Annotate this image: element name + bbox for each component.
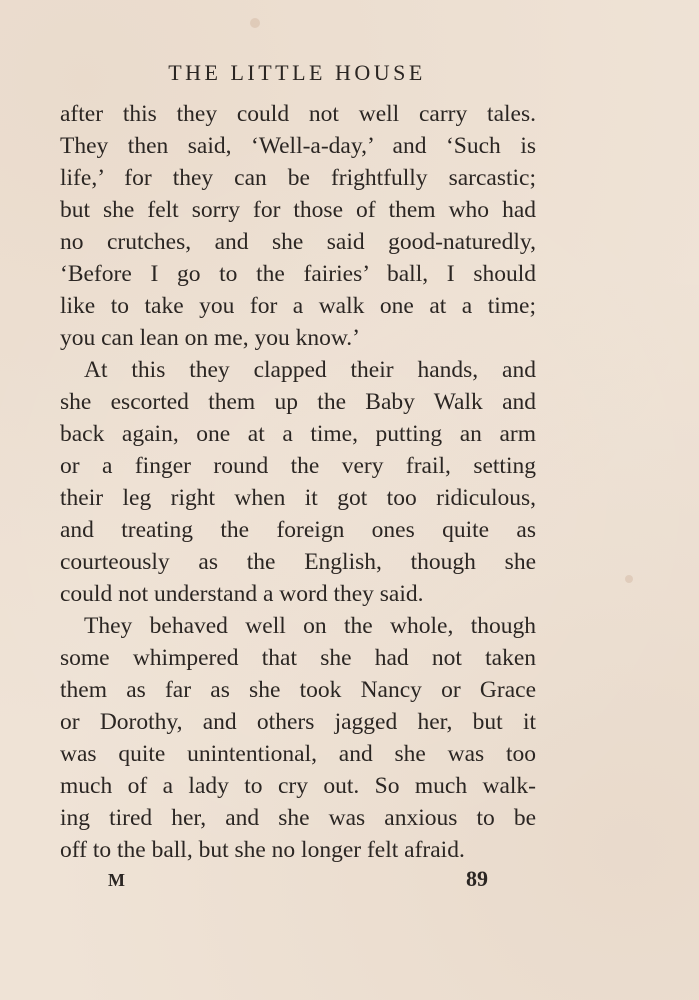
- text-line: much of a lady to cry out. So much walk-: [60, 773, 536, 799]
- text-line: no crutches, and she said good-naturedly,: [60, 229, 536, 255]
- text-line: ‘Before I go to the fairies’ ball, I should: [60, 261, 536, 287]
- text-line: was quite unintentional, and she was too: [60, 741, 536, 767]
- text-line: you can lean on me, you know.’: [60, 325, 360, 351]
- text-line: or a finger round the very frail, setting: [60, 453, 536, 479]
- text-line: back again, one at a time, putting an arm: [60, 421, 536, 447]
- text-line: They behaved well on the whole, though: [84, 613, 536, 639]
- running-head: THE LITTLE HOUSE: [168, 60, 426, 85]
- text-line: or Dorothy, and others jagged her, but it: [60, 709, 536, 735]
- text-line: their leg right when it got too ridiculous,: [60, 485, 536, 511]
- text-line: she escorted them up the Baby Walk and: [60, 389, 536, 415]
- text-line: some whimpered that she had not taken: [60, 645, 536, 671]
- text-line: They then said, ‘Well-a-day,’ and ‘Such is: [60, 133, 536, 159]
- text-line: off to the ball, but she no longer felt afraid.: [60, 837, 465, 863]
- text-line: life,’ for they can be frightfully sarcastic;: [60, 165, 536, 191]
- page-number: 89: [466, 866, 488, 891]
- signature-mark: M: [108, 870, 125, 890]
- text-line: ing tired her, and she was anxious to be: [60, 805, 536, 831]
- text-line: after this they could not well carry tales.: [60, 101, 536, 127]
- text-line: At this they clapped their hands, and: [84, 357, 536, 383]
- text-line: courteously as the English, though she: [60, 549, 536, 575]
- body-text: [60, 98, 536, 866]
- paper-stain: [625, 575, 633, 583]
- text-line: could not understand a word they said.: [60, 581, 424, 607]
- text-line: them as far as she took Nancy or Grace: [60, 677, 536, 703]
- text-line: and treating the foreign ones quite as: [60, 517, 536, 543]
- text-line: but she felt sorry for those of them who had: [60, 197, 536, 223]
- paper-stain: [250, 18, 260, 28]
- text-line: like to take you for a walk one at a time;: [60, 293, 536, 319]
